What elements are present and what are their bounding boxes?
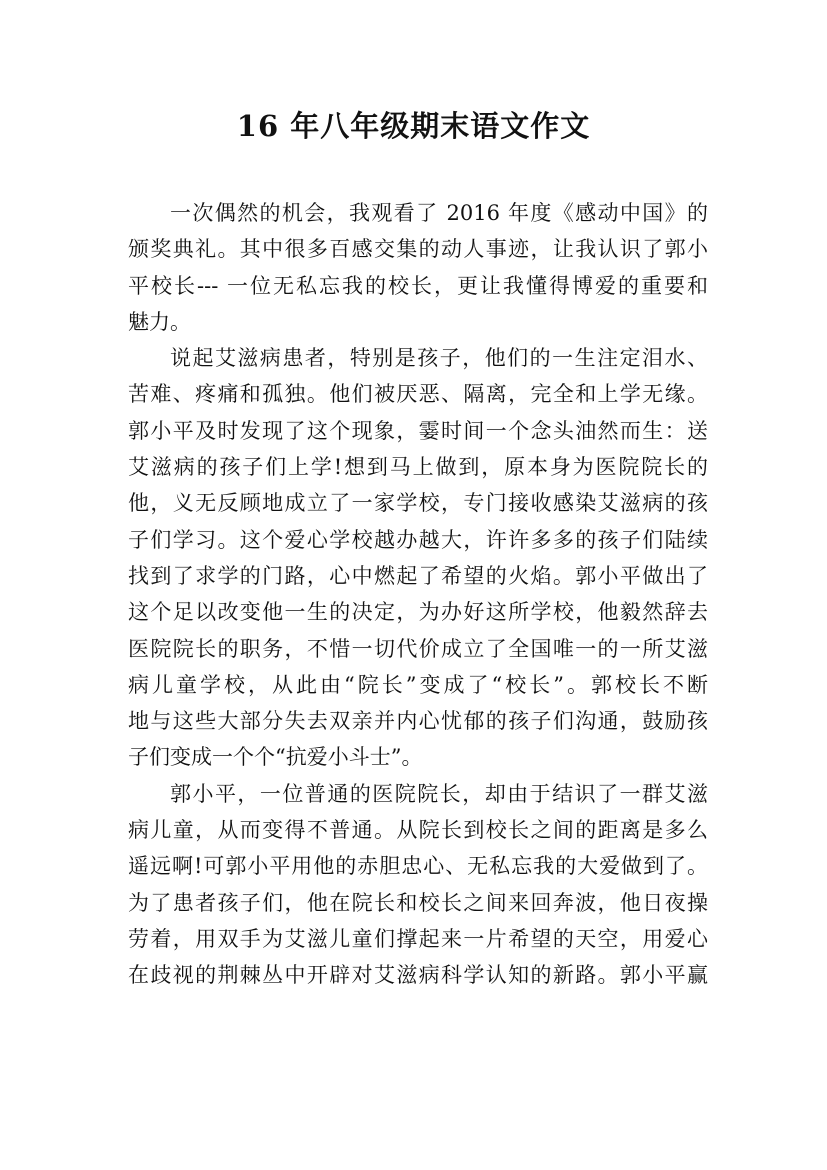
paragraph-1-line-2: 颁奖典礼。其中很多百感交集的动人事迹，让我认识了郭小 xyxy=(128,237,708,262)
paragraph-2-line-1: 说起艾滋病患者，特别是孩子，他们的一生注定泪水、 xyxy=(170,346,708,371)
paragraph-2-line-12: 子们变成一个个“抗爱小斗士”。 xyxy=(128,745,423,770)
paragraph-3-line-4: 为了患者孩子们，他在院长和校长之间来回奔波，他日夜操 xyxy=(128,890,708,915)
paragraph-3-line-2: 病儿童，从而变得不普通。从院长到校长之间的距离是多么 xyxy=(128,818,708,843)
paragraph-2-line-5: 他，义无反顾地成立了一家学校，专门接收感染艾滋病的孩 xyxy=(128,491,708,516)
paragraph-2-line-9: 医院院长的职务，不惜一切代价成立了全国唯一的一所艾滋 xyxy=(128,636,708,661)
paragraph-3-line-6: 在歧视的荆棘丛中开辟对艾滋病科学认知的新路。郭小平赢 xyxy=(128,963,708,988)
paragraph-2-line-7: 找到了求学的门路，心中燃起了希望的火焰。郭小平做出了 xyxy=(128,563,708,588)
document-title: 16 年八年级期末语文作文 xyxy=(236,109,591,143)
paragraph-2-line-8: 这个足以改变他一生的决定，为办好这所学校，他毅然辞去 xyxy=(128,600,708,625)
paragraph-1-line-4: 魅力。 xyxy=(128,309,191,334)
paragraph-2-line-4: 艾滋病的孩子们上学!想到马上做到，原本身为医院院长的 xyxy=(128,455,708,480)
paragraph-2-line-2: 苦难、疼痛和孤独。他们被厌恶、隔离，完全和上学无缘。 xyxy=(128,382,708,407)
paragraph-1-line-3: 平校长--- 一位无私忘我的校长，更让我懂得博爱的重要和 xyxy=(128,273,708,298)
paragraph-1-line-1: 一次偶然的机会，我观看了 2016 年度《感动中国》的 xyxy=(170,201,708,225)
paragraph-2-line-10: 病儿童学校，从此由“院长”变成了“校长”。郭校长不断 xyxy=(128,672,708,697)
paragraph-3-line-1: 郭小平，一位普通的医院院长，却由于结识了一群艾滋 xyxy=(170,781,708,806)
paragraph-3-line-3: 遥远啊!可郭小平用他的赤胆忠心、无私忘我的大爱做到了。 xyxy=(128,854,708,879)
document-body xyxy=(128,195,708,994)
paragraph-2-line-11: 地与这些大部分失去双亲并内心忧郁的孩子们沟通，鼓励孩 xyxy=(128,709,708,734)
paragraph-2-line-6: 子们学习。这个爱心学校越办越大，许许多多的孩子们陆续 xyxy=(128,527,708,552)
paragraph-3-line-5: 劳着，用双手为艾滋儿童们撑起来一片希望的天空，用爱心 xyxy=(128,926,708,951)
paragraph-2-line-3: 郭小平及时发现了这个现象，霎时间一个念头油然而生：送 xyxy=(128,418,708,443)
